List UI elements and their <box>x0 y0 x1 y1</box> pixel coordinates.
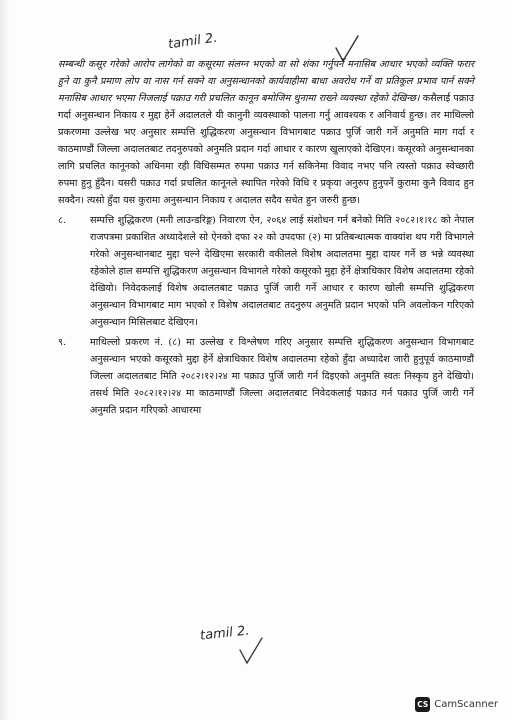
paragraph-8-number: ८. <box>58 215 67 226</box>
camscanner-logo-icon: CS <box>415 697 430 712</box>
tick-mark-bottom-icon <box>238 636 264 666</box>
camscanner-watermark <box>415 696 498 712</box>
intro-regular-text: कसैलाई पक्राउ गर्दा अनुसन्धान निकाय र मुद्दा हेर्ने अदालतले यी कानुनी व्यवस्थाको पालना गर्नु आवश्यक र अनिवार्य हुन्छ। तर माथिल्लो प्रकरणमा उल्लेख भए अनुसार सम्पत्ति शुद्धिकरण अनुसन्धान विभागबाट पक्राउ पुर्जि जारी गर्ने अनुमति माग गर्दा र काठमाण्डौं जिल्ला अदालतबाट तदनुरुपको अनुमति प्रदान गर्दा आधार र कारण खुलाएको देखिएन। कसूरको अनुसन्धानका लागि प्रचलित कानूनको अधिनमा रही विधिसम्मत रुपमा पक्राउ गर्न सकिनेमा विवाद नभए पनि त्यस्तो पक्राउ स्वेच्छारी रुपमा हुनु हुँदैन। यसरी पक्राउ गर्दा प्रचलित कानूनले स्थापित गरेको विधि र प्रकृया अनुरुप हुनुपर्ने कुरामा कुनै विवाद हुन सक्दैन। त्यसो हुँदा यस कुरामा अनुसन्धान निकाय र अदालत सदैव सचेत हुन जरुरी हुन्छ। <box>58 93 474 206</box>
paragraph-8-text: सम्पत्ति शुद्धिकरण (मनी लाउन्डरिङ्ग) निवारण ऐन, २०६४ लाई संशोधन गर्न बनेको मिति २०८२।१।१८ को नेपाल राजपत्रमा प्रकाशित अध्यादेशले सो ऐनको दफा २२ को उपदफा (२) मा प्रतिबन्धात्मक वाक्यांश थप गरी विभागले गरेको अनुसन्धानबाट मुद्दा चल्ने देखिएमा सरकारी वकीलले विशेष अदालतमा मुद्दा दायर गर्ने छ भन्ने व्यवस्था रहेकोले हाल सम्पत्ति शुद्धिकरण अनुसन्धान विभागले गरेको कसूरको मुद्दा हेर्ने क्षेत्राधिकार विशेष अदालतमा रहेको देखियो। निवेदकलाई विशेष अदालतबाट पक्राउ पुर्जि जारी गर्ने आधार र कारण खोली सम्पत्ति शुद्धिकरण अनुसन्धान विभागबाट माग भएको र विशेष अदालतबाट तदनुरुप अनुमति प्रदान भएको पनि अवलोकन गरिएको अनुसन्धान मिसिलबाट देखिएन। <box>90 215 474 328</box>
handwritten-initials-bottom: tamil 2. <box>199 623 251 644</box>
paragraph-9-number: ९. <box>58 337 67 348</box>
paragraph-9 <box>58 334 474 419</box>
page-edge-shadow <box>0 0 10 720</box>
paragraph-8 <box>58 212 474 331</box>
handwritten-initials-top: tamil 2. <box>167 30 219 53</box>
intro-paragraph <box>58 56 474 209</box>
document-body <box>58 56 474 419</box>
camscanner-label: CamScanner <box>434 698 498 710</box>
intro-italic-text: सम्बन्धी कसूर गरेको आरोप लागेको वा कसूरमा संलग्न भएको वा सो शंका गर्नुपर्ने मनासिब आधार भएको व्यक्ति फरार हुने वा कुनै प्रमाण लोप वा नास गर्न सक्ने वा अनुसन्धानको कार्यवाहीमा बाधा अवरोध गर्ने वा प्रतिकूल प्रभाव पार्न सक्ने मनासिब आधार भएमा निजलाई पक्राउ गरी प्रचलित कानून बमोजिम थुनामा राख्ने व्यवस्था रहेको देखिन्छ। <box>58 59 474 104</box>
paragraph-9-text: माथिल्लो प्रकरण नं. (८) मा उल्लेख र विश्लेषण गरिए अनुसार सम्पत्ति शुद्धिकरण अनुसन्धान विभागबाट अनुसन्धान भएको कसूरको मुद्दा हेर्ने क्षेत्राधिकार विशेष अदालतमा रहेको हुँदा अध्यादेश जारी हुनुपूर्व काठमाण्डौं जिल्ला अदालतबाट मिति २०८२।१२।२४ मा पक्राउ पुर्जि जारी गर्न दिइएको अनुमति स्वतः निस्कृय हुने देखियो। तसर्थ मिति २०८२।१२।२४ मा काठमाण्डौं जिल्ला अदालतबाट निवेदकलाई पक्राउ गर्न पक्राउ पुर्जि जारी गर्ने अनुमति प्रदान गरिएको आधारमा <box>90 337 474 416</box>
